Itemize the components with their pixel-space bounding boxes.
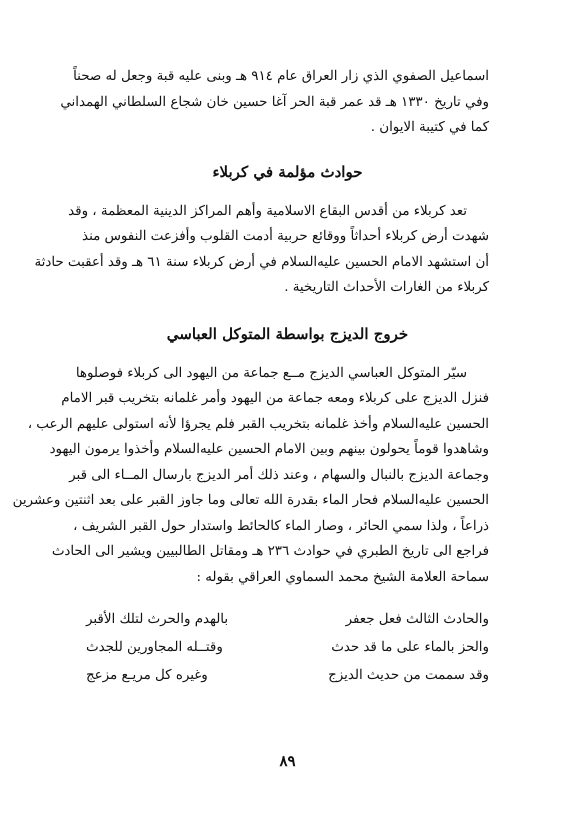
page-number: ٨٩ [279, 752, 296, 770]
text-line: اسماعيل الصفوي الذي زار العراق عام ٩١٤ هـ وبنى عليه قبة وجعل له صحناً [73, 69, 489, 84]
section2-paragraph [12, 361, 489, 591]
poem-block [86, 606, 489, 690]
section-heading-dayzaj: خروج الديزج بواسطة المتوكل العباسي [166, 324, 409, 343]
poem-hemistich-first: والحز بالماء على ما قد حدث [331, 640, 489, 655]
poem-hemistich-first: وقد سممت من حديث الديزج [328, 668, 489, 683]
text-line: وفي تاريخ ١٣٣٠ هـ قد عمر قبة الحر آغا حسين خان شجاع السلطاني الهمداني [60, 94, 489, 110]
section1-paragraph [34, 199, 489, 301]
text-line: وجماعة الديزج بالنبال والسهام ، وعند ذلك أمر الديزج بارسال المــاء الى قبر [69, 467, 489, 483]
text-line: ذراعاً ، ولذا سمي الحائر ، وصار الماء كالحائط واستدار حول القبر الشريف ، [73, 518, 489, 534]
text-line: سيّر المتوكل العباسي الديزج مــع جماعة من اليهود الى كربلاء فوصلوها [75, 365, 467, 381]
text-line: تعد كربلاء من أقدس البقاع الاسلامية وأهم المراكز الدينية المعظمة ، وقد [68, 203, 467, 219]
section-heading-painful-events: حوادث مؤلمة في كربلاء [212, 162, 363, 181]
intro-paragraph [60, 64, 489, 141]
poem-verse [86, 662, 489, 690]
text-line: الحسين عليه‌السلام فحار الماء بقدرة الله تعالى وما جاوز القبر على بعد اثنتين وعشرين [12, 493, 489, 508]
text-line: الحسين عليه‌السلام وأخذ غلمانه بتخريب القبر فلم يجرؤا لأنه استولى عليهم الرعب ، [27, 416, 489, 432]
poem-hemistich-second: بالهدم والحرث لتلك الأقبر [86, 612, 229, 627]
poem-hemistich-second: وغيره كل مريـع مزعج [86, 668, 208, 683]
text-line: فنزل الديزج على كربلاء ومعه جماعة من اليهود وأمر غلمانه بتخريب قبر الامام [61, 391, 489, 406]
poem-verse [86, 606, 489, 634]
text-line: أن استشهد الامام الحسين عليه‌السلام في أرض كربلاء سنة ٦١ هـ وقد أعقبت حادثة [34, 254, 489, 270]
text-line: كما في كتيبة الايوان . [370, 120, 489, 135]
book-page [12, 62, 489, 792]
poem-verse [86, 634, 489, 662]
text-line: فراجع الى تاريخ الطبري في حوادث ٢٣٦ هـ ومقاتل الطالبيين ويشير الى الحادث [51, 544, 489, 559]
text-line: وشاهدوا قوماً يحولون بينهم وبين الامام الحسين عليه‌السلام وأخذوا يرمون اليهود [49, 442, 489, 457]
poem-hemistich-first: والحادث الثالث فعل جعفر [345, 612, 489, 627]
poem-hemistich-second: وقتــله المجاورين للجدث [86, 640, 223, 655]
text-line: كربلاء من الغارات الأحداث التاريخية . [284, 280, 489, 295]
text-line: شهدت أرض كربلاء أحداثاً ووقائع حربية أدمت القلوب وأفزعت النفوس منذ [82, 229, 489, 244]
text-line: سماحة العلامة الشيخ محمد السماوي العراقي بقوله : [196, 569, 489, 585]
